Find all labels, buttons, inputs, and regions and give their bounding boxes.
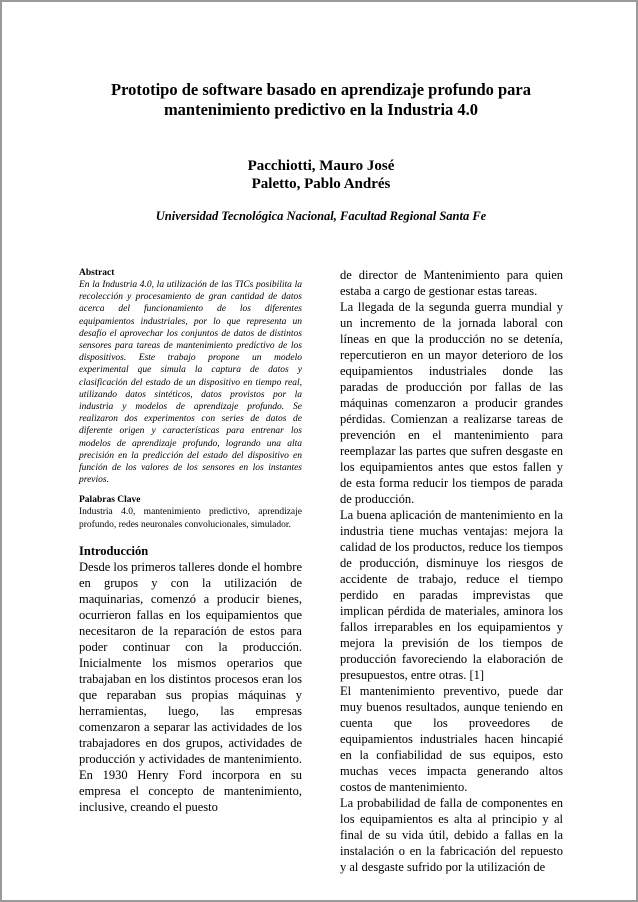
title-line-2: mantenimiento predictivo en la Industria 4.0	[163, 100, 479, 119]
intro-paragraph-4: El mantenimiento preventivo, puede dar muy buenos resultados, aunque teniendo en cuenta que los proveedores de equipamientos industriales hacen hincapié en la confiabilidad de sus equipos, esto muchas veces impacta generando altos costos de mantenimiento.	[340, 684, 563, 794]
author-list	[62, 157, 580, 193]
author-1: Pacchiotti, Mauro José	[247, 158, 395, 174]
title-line-1: Prototipo de software basado en aprendizaje profundo para	[110, 80, 531, 99]
author-2: Paletto, Pablo Andrés	[251, 176, 391, 192]
abstract-heading: Abstract	[79, 268, 115, 278]
intro-paragraph-5: La probabilidad de falla de componentes en los equipamientos es alta al principio y al final de su vida útil, debido a fallas en la instalación o en la fabricación del repuesto y al desgaste sufrido por la utilización de	[340, 796, 563, 874]
left-column	[79, 268, 302, 815]
introduction-heading: Introducción	[79, 543, 149, 558]
keywords-heading: Palabras Clave	[79, 495, 141, 506]
keywords-text: Industria 4.0, mantenimiento predictivo, aprendizaje profundo, redes neuronales convolucionales, simulador.	[79, 507, 302, 530]
intro-paragraph-2: La llegada de la segunda guerra mundial y un incremento de la jornada laboral con líneas en que la producción no se detenía, repercutieron en un mayor deterioro de los equipamientos industriales donde las paradas de producción por fallas de las máquinas comenzaron a producir grandes pérdidas. Comienzan a realizarse tareas de prevención en el mantenimiento para reemplazar las partes que sufren desgaste en los equipamientos antes que estos fallen y de esta forma reducir los tiempos de parada de producción.	[340, 300, 563, 506]
intro-paragraph-continued: de director de Mantenimiento para quien estaba a cargo de gestionar estas tareas.	[340, 268, 563, 298]
abstract-text: En la Industria 4.0, la utilización de las TICs posibilita la recolección y procesamiento de gran cantidad de datos acerca del funcionamiento de los diferentes equipamientos industriales, por lo que representa un desafío el aprovechar los conjuntos de datos de distintos sensores para tareas de mantenimiento predictivo de los dispositivos. Este trabajo propone un modelo experimental que simula la captura de datos y clasificación del estado de un dispositivo en tiempo real, utilizando datos sintéticos, datos provistos por la industria y modelos de aprendizaje profundo. Se realizaron dos experimentos con series de datos de diferente origen y características para entrenar los modelos de aprendizaje profundo, logrando una alta precisión en la predicción del estado del dispositivo en función de los valores de los sensores en los instantes previos.	[79, 280, 302, 486]
intro-paragraph-3: La buena aplicación de mantenimiento en la industria tiene muchas ventajas: mejora la calidad de los productos, reduce los tiempos de producción, disminuye los riesgos de accidente de trabajo, reduce el tiempo perdido en paradas imprevistas que implican pérdida de materiales, aminora los fallos irreparables en los equipamientos y mejora la previsión de los tiempos de producción favoreciendo la elaboración de presupuestos, entre otras. [1]	[340, 508, 563, 682]
affiliation: Universidad Tecnológica Nacional, Facultad Regional Santa Fe	[155, 209, 487, 223]
intro-paragraph-1: Desde los primeros talleres donde el hombre en grupos y con la utilización de maquinarias, comenzó a producir bienes, ocurrieron fallas en los equipamientos que necesitaron de la reparación de estos para poder continuar con la producción. Inicialmente los mismos operarios que trabajaban en los distintos procesos eran los que reparaban sus propias máquinas y herramientas, luego, las empresas comenzaron a separar las actividades de los trabajadores en dos grupos, actividades de producción y actividades de mantenimiento. En 1930 Henry Ford incorpora en su empresa el concepto de mantenimiento, inclusive, creando el puesto	[79, 559, 302, 814]
paper-title	[62, 80, 580, 120]
right-column	[340, 267, 563, 875]
